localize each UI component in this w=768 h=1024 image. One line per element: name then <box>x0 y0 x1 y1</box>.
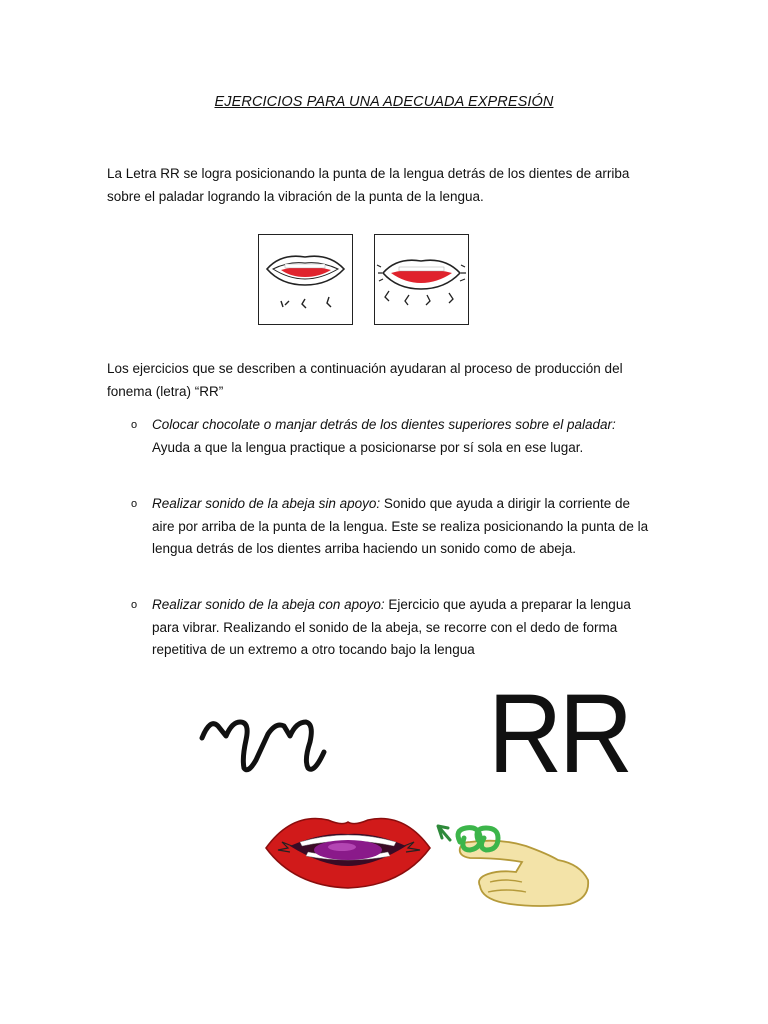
exercises-intro <box>107 358 667 403</box>
intro-line-1: La Letra RR se logra posicionando la punta de la lengua detrás de los dientes de arriba <box>107 166 630 181</box>
page-title: EJERCICIOS PARA UNA ADECUADA EXPRESIÓN <box>214 94 554 110</box>
bullet-marker: o <box>131 498 138 510</box>
print-rr-text: RR <box>488 671 630 796</box>
bullet-marker: o <box>131 419 138 431</box>
exercises-intro-line-2: fonema (letra) “RR” <box>107 383 224 399</box>
exercise-item-3 <box>152 594 672 662</box>
vibrating-mouth-icon <box>374 234 469 325</box>
exercise-3-text-line-1: Ejercicio que ayuda a preparar la lengua <box>384 597 631 612</box>
exercise-3-text-line-2: para vibrar. Realizando el sonido de la abeja, se recorre con el dedo de forma <box>152 619 618 635</box>
mouth-figures <box>258 234 470 326</box>
cursive-rr-icon <box>196 708 332 776</box>
exercise-2-text-line-3: lengua detrás de los dientes arriba haciendo un sonido como de abeja. <box>152 541 577 556</box>
exercise-1-text: Ayuda a que la lengua practique a posicionarse por sí sola en ese lugar. <box>152 439 584 455</box>
print-rr-letters <box>488 671 630 796</box>
exercise-item-2 <box>152 493 672 561</box>
exercise-2-text-line-2: aire por arriba de la punta de la lengua. Este se realiza posicionando la punta de la <box>152 518 649 534</box>
exercise-2-title: Realizar sonido de la abeja sin apoyo: <box>152 496 381 511</box>
lips-tongue-icon <box>262 806 434 892</box>
exercise-1-title: Colocar chocolate o manjar detrás de los dientes superiores sobre el paladar: <box>152 417 616 432</box>
finger-spiral-icon <box>430 820 596 910</box>
exercise-3-text-line-3: repetitiva de un extremo a otro tocando bajo la lengua <box>152 642 475 657</box>
exercise-2-text-line-1: Sonido que ayuda a dirigir la corriente de <box>380 496 631 511</box>
bullet-marker: o <box>131 599 138 611</box>
intro-paragraph <box>107 163 667 208</box>
exercise-3-title: Realizar sonido de la abeja con apoyo: <box>152 597 385 612</box>
mouth-diagram-icon <box>258 234 353 325</box>
exercise-item-1 <box>152 414 672 459</box>
exercises-intro-line-1: Los ejercicios que se describen a continuación ayudaran al proceso de producción del <box>107 361 623 376</box>
intro-line-2: sobre el paladar logrando la vibración de la punta de la lengua. <box>107 188 484 204</box>
